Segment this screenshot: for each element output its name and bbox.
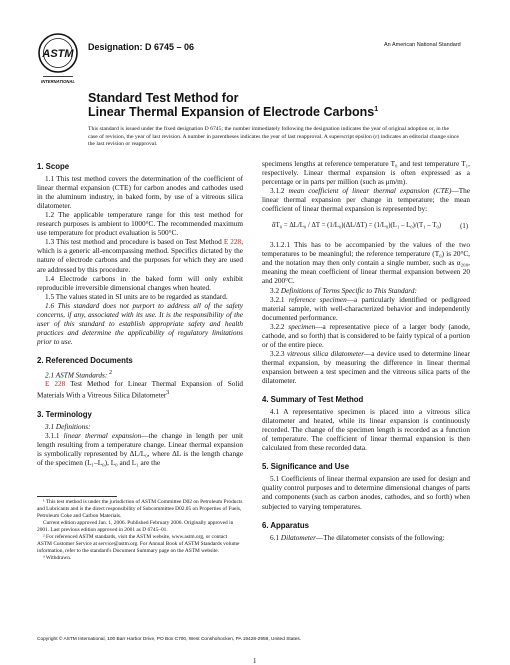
ref-e228 <box>37 380 243 401</box>
footnote-3: ³ Withdrawn. <box>43 555 72 561</box>
para-1-5: 1.5 The values stated in SI units are to be regarded as standard. <box>45 292 228 301</box>
para-2-1-text: 2.1 ASTM Standards: <box>45 371 110 380</box>
section-heading-summary: 4. Summary of Test Method <box>262 395 364 405</box>
section-heading-referenced-documents: 2. Referenced Documents <box>37 355 133 365</box>
ref-e228-title: Test Method for Linear Thermal Expansion of Solid Materials With a Vitreous Silica Dilatometer <box>37 380 244 400</box>
para-3-1-1-cont: specimens lengths at reference temperature T₀ and test temperature T₁, respectively. Linear thermal expansion is often expressed as a percentage or in parts per million (such as μm/m). <box>262 160 470 187</box>
footnote-2: ² For referenced ASTM standards, visit the ASTM website, www.astm.org, or contact ASTM Customer Service at service@astm.org. For Annual Book of ASTM Standards volume information, refer to the standard's Document Summary page on the ASTM website. <box>37 534 240 554</box>
term-vitreous-silica-dilatometer: vitreous silica dilatometer <box>286 349 365 358</box>
para-6-1-text: —The dilatometer consists of the following: <box>315 533 445 542</box>
equation-1 <box>262 216 470 238</box>
equation-1-body: ᾱT₀ = ΔL/L₀ / ΔT = (1/L₀)(ΔL/ΔT) = (1/L₀)(L₁ – L₀)/(T₁ – T₀) <box>272 222 442 230</box>
section-heading-significance: 5. Significance and Use <box>262 462 350 472</box>
link-e228[interactable]: E 228 <box>223 238 242 247</box>
term-linear-thermal-expansion: linear thermal expansion <box>63 432 142 441</box>
para-3-1-2-text: —The linear thermal expansion per change in temperature; the mean coefficient of linear thermal expansion is represented by: <box>262 187 471 214</box>
footnotes <box>37 499 243 562</box>
svg-text:INTERNATIONAL: INTERNATIONAL <box>41 79 75 84</box>
para-3-2-3-lead: 3.2.3 <box>270 349 287 358</box>
equation-number: (1) <box>460 223 468 231</box>
page-number: 1 <box>253 657 257 665</box>
para-3-2-1-text: —a particularly identified or pedigreed material sample, with well-characterized behavior and independently documented performance. <box>262 295 470 322</box>
designation: Designation: D 6745 – 06 <box>88 42 195 52</box>
para-4-1: 4.1 A representative specimen is placed into a vitreous silica dilatometer and heated, while its linear expansion is continuously recorded. The change of the specimen length is recorded as a function of temperature. The coefficient of linear thermal expansion is then calculated from these recorded data. <box>262 408 470 453</box>
para-3-1-1-lead: 3.1.1 <box>45 432 64 441</box>
copyright-notice: Copyright © ASTM International, 100 Barr Harbor Drive, PO Box C700, West Conshohocken, PA 19428-2959, United States. <box>37 637 302 642</box>
title-line-2 <box>88 105 378 119</box>
footnote-1b: Current edition approved Jan. 1, 2006. Published February 2006. Originally approved in 2001. Last previous edition approved in 2001 as D 6745–01. <box>37 520 234 533</box>
section-heading-scope: 1. Scope <box>37 162 70 171</box>
astm-logo <box>37 32 79 86</box>
para-1-6: 1.6 This standard does not purport to address all of the safety concerns, if any, associated with its use. It is the responsibility of the user of this standard to establish appropriate safety and health practices and determine the applicability of regulatory limitations prior to use. <box>37 301 243 346</box>
svg-text:ASTM: ASTM <box>42 48 74 60</box>
title-line-1: Standard Test Method for <box>88 91 239 105</box>
para-5-1: 5.1 Coefficients of linear thermal expansion are used for design and quality control purposes and to determine dimensional changes of parts and components (such as carbon anodes, cathodes, and so forth) when subjected to varying temperatures. <box>262 475 470 511</box>
publisher-note: An American National Standard <box>384 42 461 48</box>
para-2-1 <box>37 369 243 380</box>
para-3-1-2-1: 3.1.2.1 This has to be accompanied by the values of the two temperatures to be meaningful; the reference temperature (T₀) is 20°C, and the notation may then only contain a single number, such as α₂₀₀, meaning the mean coefficient of linear thermal expansion between 20 and 200°C. <box>262 241 470 286</box>
para-3-2-3 <box>262 350 470 386</box>
para-3-1: 3.1 Definitions: <box>45 422 91 431</box>
para-1-4: 1.4 Electrode carbons in the baked form will only exhibit reproducible irreversible dimensional changes when heated. <box>37 274 243 292</box>
para-3-2 <box>262 287 470 296</box>
title-text: Linear Thermal Expansion of Electrode Carbons <box>88 105 375 119</box>
para-6-1-lead: 6.1 <box>270 533 281 542</box>
left-column <box>37 162 243 468</box>
footnote-ref-3: 3 <box>166 390 170 397</box>
para-3-2-2-lead: 3.2.2 <box>270 322 289 331</box>
issuance-note: This standard is issued under the fixed designation D 6745; the number immediately following the designation indicates the year of original adoption or, in the case of revision, the year of last revision. A number in parentheses indicates the year of last reapproval. A superscript epsilon (ε) indicates an editorial change since the last revision or reapproval. <box>88 126 459 148</box>
footnote-divider <box>37 496 117 497</box>
para-1-2: 1.2 The applicable temperature range for this test method for research purposes is ambient to 1000°C. The recommended maximum use temperature for product evaluation is 500°C. <box>37 211 243 238</box>
para-1-3-text-a: 1.3 This test method and procedure is based on Test Method <box>45 238 224 247</box>
link-e228-ref[interactable]: E 228 <box>45 380 66 389</box>
right-column <box>262 160 470 543</box>
section-heading-apparatus: 6. Apparatus <box>262 520 309 530</box>
title-footnote-ref: 1 <box>374 105 379 113</box>
para-3-2-3-text: —a device used to determine linear thermal expansion, by measuring the difference in linear thermal expansion between a test specimen and the vitreous silica parts of the dilatometer. <box>262 349 470 385</box>
para-3-1-2 <box>262 187 470 214</box>
para-3-1-1 <box>37 432 243 468</box>
term-dilatometer: Dilatometer <box>280 533 316 542</box>
para-3-2-1 <box>262 296 470 323</box>
para-3-2-1-lead: 3.2.1 <box>270 295 289 304</box>
section-heading-terminology: 3. Terminology <box>37 409 92 419</box>
footnote-ref-2: 2 <box>109 369 113 376</box>
para-3-2-2-text: —a representative piece of a larger body (anode, cathode, and so forth) that is considered to be fairly typical of a portion or of the entire piece. <box>262 322 470 349</box>
footnote-1: ¹ This test method is under the jurisdiction of ASTM Committee D02 on Petroleum Products and Lubricants and is the direct responsibility of Subcommittee D02.05 on Properties of Fuels, Petroleum Coke and Carbon Materials. <box>37 499 243 519</box>
term-specimen: specimen <box>288 322 316 331</box>
term-reference-specimen: reference specimen <box>288 295 347 304</box>
para-3-1-2-lead: 3.1.2 <box>270 187 289 196</box>
para-1-3 <box>37 238 243 274</box>
para-3-2-2 <box>262 323 470 350</box>
term-mean-cte: mean coefficient of linear thermal expansion (CTE) <box>288 187 452 196</box>
para-6-1 <box>262 534 470 543</box>
para-3-2-term: Definitions of Terms Specific to This Standard: <box>280 286 417 295</box>
para-3-1-1-text: —the change in length per unit length resulting from a temperature change. Linear thermal expansion is symbolically represented by ΔL/L₀, where ΔL is the length change of the specimen (L₁–L₀), L₀ and L₁ are the <box>37 432 243 468</box>
para-1-1: 1.1 This test method covers the determination of the coefficient of linear thermal expansion (CTE) for carbon anodes and cathodes used in the aluminum industry, in baked form, by use of a vitreous silica dilatometer. <box>37 175 243 211</box>
para-3-2-lead: 3.2 <box>270 286 281 295</box>
para-1-3-text-b: , which is a generic all-encompassing method. Specifics dictated by the nature of electrode carbons and the purposes for which they are used are addressed by this procedure. <box>37 238 243 274</box>
